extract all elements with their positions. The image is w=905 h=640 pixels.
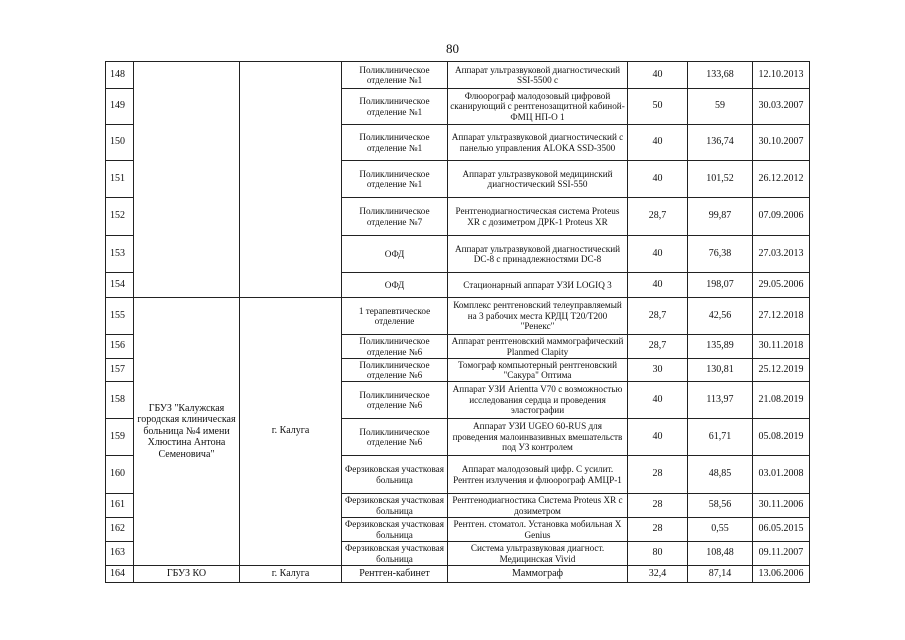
table-row — [106, 566, 810, 583]
equipment-cell: Рентгенодиагностическая система Proteus XR с дозиметром ДРК-1 Proteus XR — [448, 198, 628, 236]
row-number: 150 — [106, 125, 134, 161]
row-number: 155 — [106, 298, 134, 335]
department-cell: ОФД — [342, 273, 448, 298]
city-cell-empty — [240, 62, 342, 298]
date-cell: 30.11.2006 — [753, 494, 810, 518]
date-cell: 09.11.2007 — [753, 542, 810, 566]
price-cell: 130,81 — [688, 359, 753, 382]
equipment-cell: Аппарат ультразвуковой диагностический DC-8 с принадлежностями DC-8 — [448, 236, 628, 273]
row-number: 158 — [106, 382, 134, 419]
page-number: 80 — [446, 41, 459, 56]
price-cell: 108,48 — [688, 542, 753, 566]
equipment-cell: Рентгенодиагностика Система Proteus XR с дозиметром — [448, 494, 628, 518]
department-cell: Поликлиническое отделение №1 — [342, 161, 448, 198]
quantity-cell: 28 — [628, 518, 688, 542]
date-cell: 25.12.2019 — [753, 359, 810, 382]
quantity-cell: 40 — [628, 161, 688, 198]
price-cell: 0,55 — [688, 518, 753, 542]
quantity-cell: 40 — [628, 125, 688, 161]
row-number: 154 — [106, 273, 134, 298]
date-cell: 05.08.2019 — [753, 419, 810, 456]
date-cell: 13.06.2006 — [753, 566, 810, 583]
row-number: 153 — [106, 236, 134, 273]
row-number: 159 — [106, 419, 134, 456]
equipment-cell: Стационарный аппарат УЗИ LOGIQ 3 — [448, 273, 628, 298]
quantity-cell: 28 — [628, 494, 688, 518]
organization-cell: ГБУЗ "Калужская городская клиническая больница №4 имени Хлюстина Антона Семеновича" — [134, 298, 240, 566]
department-cell: Поликлиническое отделение №6 — [342, 359, 448, 382]
row-number: 162 — [106, 518, 134, 542]
row-number: 151 — [106, 161, 134, 198]
row-number: 152 — [106, 198, 134, 236]
row-number: 157 — [106, 359, 134, 382]
row-number: 148 — [106, 62, 134, 89]
equipment-cell: Аппарат УЗИ Arientta V70 с возможностью исследования сердца и проведения эластографии — [448, 382, 628, 419]
org-cell-empty — [134, 62, 240, 298]
equipment-cell: Комплекс рентгеновский телеуправляемый на 3 рабочих места КРДЦ Т20/Т200 "Ренекс" — [448, 298, 628, 335]
department-cell: Ферзиковская участковая больница — [342, 456, 448, 494]
equipment-cell: Аппарат рентгеновский маммографический Planmed Clapity — [448, 335, 628, 359]
price-cell: 76,38 — [688, 236, 753, 273]
equipment-cell: Аппарат ультразвуковой медицинский диагностический SSI-550 — [448, 161, 628, 198]
date-cell: 12.10.2013 — [753, 62, 810, 89]
date-cell: 26.12.2012 — [753, 161, 810, 198]
price-cell: 61,71 — [688, 419, 753, 456]
department-cell: 1 терапевтическое отделение — [342, 298, 448, 335]
equipment-cell: Томограф компьютерный рентгеновский "Сакура" Оптима — [448, 359, 628, 382]
price-cell: 58,56 — [688, 494, 753, 518]
row-number: 163 — [106, 542, 134, 566]
quantity-cell: 28,7 — [628, 198, 688, 236]
price-cell: 135,89 — [688, 335, 753, 359]
department-cell: ОФД — [342, 236, 448, 273]
date-cell: 29.05.2006 — [753, 273, 810, 298]
quantity-cell: 40 — [628, 382, 688, 419]
row-number: 161 — [106, 494, 134, 518]
date-cell: 06.05.2015 — [753, 518, 810, 542]
price-cell: 48,85 — [688, 456, 753, 494]
price-cell: 101,52 — [688, 161, 753, 198]
price-cell: 42,56 — [688, 298, 753, 335]
date-cell: 30.03.2007 — [753, 89, 810, 125]
row-number: 149 — [106, 89, 134, 125]
price-cell: 99,87 — [688, 198, 753, 236]
department-cell: Ферзиковская участковая больница — [342, 518, 448, 542]
price-cell: 113,97 — [688, 382, 753, 419]
date-cell: 21.08.2019 — [753, 382, 810, 419]
department-cell: Поликлиническое отделение №1 — [342, 89, 448, 125]
quantity-cell: 32,4 — [628, 566, 688, 583]
department-cell: Поликлиническое отделение №6 — [342, 335, 448, 359]
department-cell: Поликлиническое отделение №1 — [342, 62, 448, 89]
quantity-cell: 28,7 — [628, 335, 688, 359]
row-number: 164 — [106, 566, 134, 583]
equipment-table — [105, 61, 810, 583]
department-cell: Поликлиническое отделение №7 — [342, 198, 448, 236]
quantity-cell: 50 — [628, 89, 688, 125]
price-cell: 59 — [688, 89, 753, 125]
date-cell: 27.12.2018 — [753, 298, 810, 335]
department-cell: Поликлиническое отделение №6 — [342, 419, 448, 456]
price-cell: 133,68 — [688, 62, 753, 89]
quantity-cell: 40 — [628, 62, 688, 89]
equipment-cell: Флюорограф малодозовый цифровой сканирующий с рентгенозащитной кабиной-ФМЦ НП-О 1 — [448, 89, 628, 125]
quantity-cell: 40 — [628, 419, 688, 456]
row-number: 160 — [106, 456, 134, 494]
equipment-cell: Аппарат ультразвуковой диагностический SSI-5500 с — [448, 62, 628, 89]
department-cell: Ферзиковская участковая больница — [342, 494, 448, 518]
price-cell: 198,07 — [688, 273, 753, 298]
quantity-cell: 80 — [628, 542, 688, 566]
department-cell: Поликлиническое отделение №1 — [342, 125, 448, 161]
equipment-cell: Аппарат ультразвуковой диагностический с панелью управления ALOKA SSD-3500 — [448, 125, 628, 161]
department-cell: Поликлиническое отделение №6 — [342, 382, 448, 419]
table-row — [106, 62, 810, 89]
price-cell: 136,74 — [688, 125, 753, 161]
row-number: 156 — [106, 335, 134, 359]
quantity-cell: 40 — [628, 236, 688, 273]
quantity-cell: 40 — [628, 273, 688, 298]
date-cell: 07.09.2006 — [753, 198, 810, 236]
equipment-cell: Аппарат УЗИ UGEO 60-RUS для проведения малоинвазивных вмешательств под УЗ контролем — [448, 419, 628, 456]
city-cell: г. Калуга — [240, 298, 342, 566]
equipment-cell: Маммограф — [448, 566, 628, 583]
organization-cell: ГБУЗ КО — [134, 566, 240, 583]
equipment-cell: Система ультразвуковая диагност. Медицинская Vivid — [448, 542, 628, 566]
quantity-cell: 28 — [628, 456, 688, 494]
equipment-cell: Рентген. стоматол. Установка мобильная X Genius — [448, 518, 628, 542]
date-cell: 30.10.2007 — [753, 125, 810, 161]
date-cell: 03.01.2008 — [753, 456, 810, 494]
quantity-cell: 30 — [628, 359, 688, 382]
department-cell: Ферзиковская участковая больница — [342, 542, 448, 566]
table-row — [106, 298, 810, 335]
quantity-cell: 28,7 — [628, 298, 688, 335]
city-cell: г. Калуга — [240, 566, 342, 583]
date-cell: 27.03.2013 — [753, 236, 810, 273]
department-cell: Рентген-кабинет — [342, 566, 448, 583]
equipment-cell: Аппарат малодозовый цифр. С усилит. Рентген излучения и флюорограф АМЦР-1 — [448, 456, 628, 494]
price-cell: 87,14 — [688, 566, 753, 583]
date-cell: 30.11.2018 — [753, 335, 810, 359]
